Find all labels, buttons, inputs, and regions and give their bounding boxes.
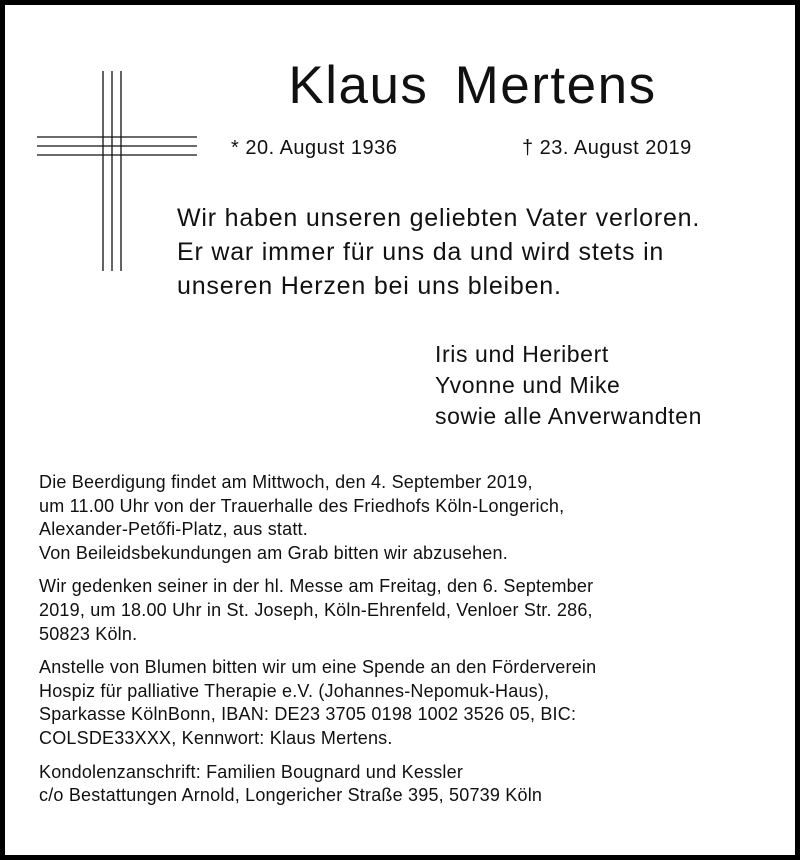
mourner-line: sowie alle Anverwandten (435, 403, 702, 429)
verse-line: unseren Herzen bei uns bleiben. (177, 272, 562, 300)
text-line: Kondolenzanschrift: Familien Bougnard und Kessler (39, 761, 464, 782)
text-line: COLSDE33XXX, Kennwort: Klaus Mertens. (39, 727, 393, 748)
text-line: c/o Bestattungen Arnold, Longericher Straße 395, 50739 Köln (39, 785, 543, 806)
text-line: Wir gedenken seiner in der hl. Messe am Freitag, den 6. September (39, 576, 594, 597)
deceased-name: Klaus Mertens (288, 56, 657, 115)
memorial-verse (177, 201, 700, 303)
text-line: um 11.00 Uhr von der Trauerhalle des Friedhofs Köln-Longerich, (39, 495, 565, 516)
text-line: Sparkasse KölnBonn, IBAN: DE23 3705 0198 1002 3526 05, BIC: (39, 704, 577, 725)
death-date: † 23. August 2019 (522, 137, 692, 159)
mourner-line: Iris und Heribert (435, 341, 609, 367)
condolence-address-paragraph (39, 761, 596, 808)
funeral-information (39, 471, 596, 818)
mourner-line: Yvonne und Mike (435, 372, 621, 398)
text-line: Hospiz für palliative Therapie e.V. (Johannes-Nepomuk-Haus), (39, 680, 550, 701)
birth-date: * 20. August 1936 (231, 137, 398, 159)
verse-line: Er war immer für uns da und wird stets in (177, 238, 665, 266)
text-line: 2019, um 18.00 Uhr in St. Joseph, Köln-Ehrenfeld, Venloer Str. 286, (39, 599, 593, 620)
mass-paragraph (39, 575, 596, 646)
verse-line: Wir haben unseren geliebten Vater verloren. (177, 204, 701, 232)
text-line: Alexander-Petőfi-Platz, aus statt. (39, 519, 308, 540)
mourners-list (435, 339, 702, 432)
text-line: Die Beerdigung findet am Mittwoch, den 4. September 2019, (39, 472, 533, 492)
funeral-paragraph (39, 471, 596, 565)
donation-paragraph (39, 656, 596, 750)
text-line: Von Beileidsbekundungen am Grab bitten wir abzusehen. (39, 542, 508, 563)
text-line: 50823 Köln. (39, 623, 138, 644)
text-line: Anstelle von Blumen bitten wir um eine Spende an den Förderverein (39, 657, 597, 678)
